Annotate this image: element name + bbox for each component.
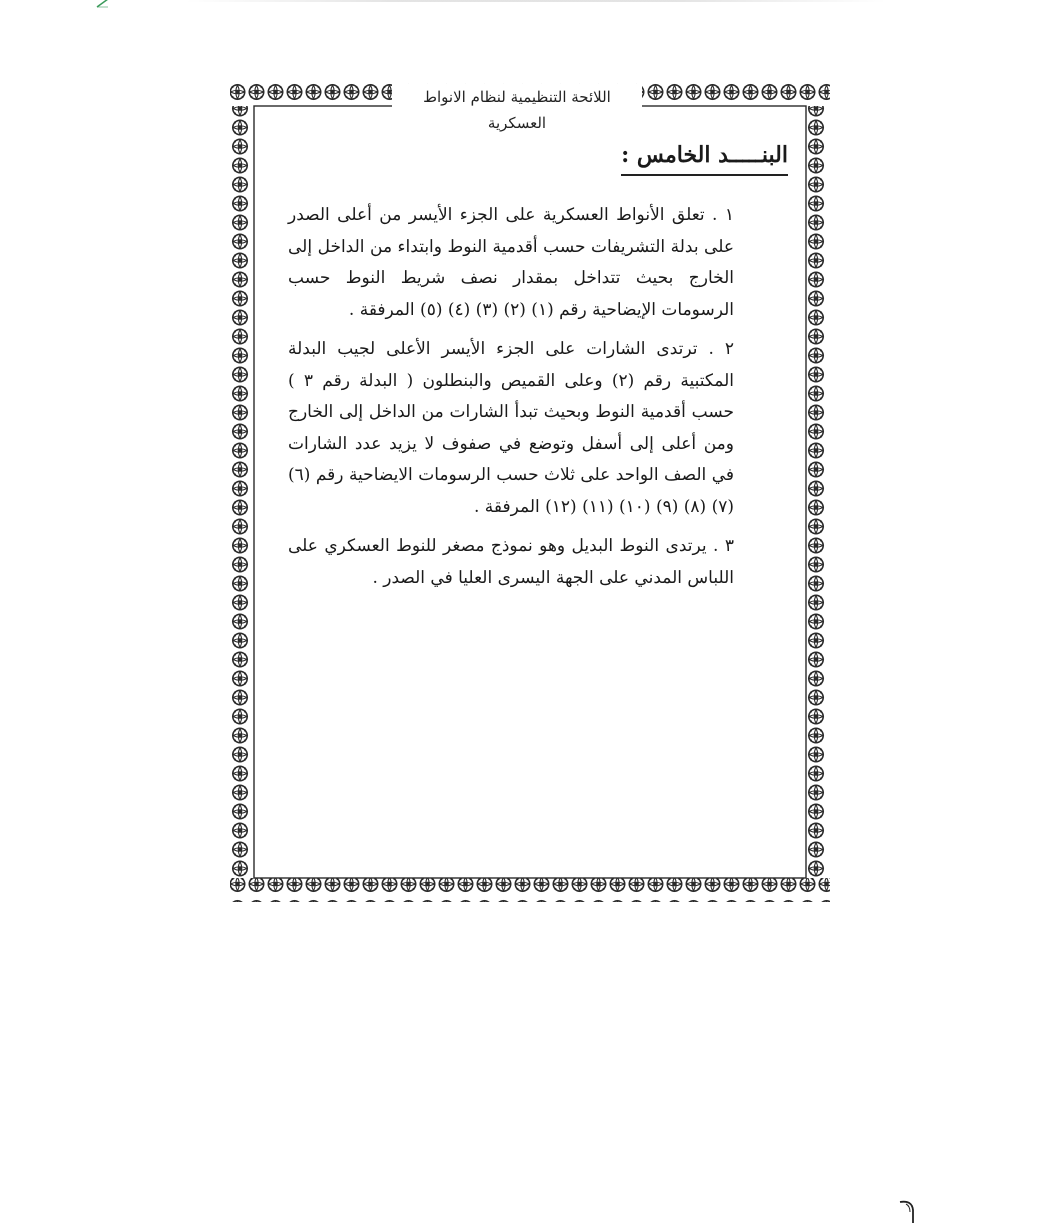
running-header: اللائحة التنظيمية لنظام الانواط العسكرية (392, 84, 642, 110)
section-title: البنـــــد الخامس : (621, 142, 788, 176)
paragraph-3: ٣ . يرتدى النوط البديل وهو نموذج مصغر للنوط العسكري على اللباس المدني على الجهة اليسرى العليا في الصدر . (288, 536, 734, 588)
scan-edge-line (186, 0, 886, 2)
section-body (288, 200, 734, 602)
page-curl-icon (898, 1198, 918, 1224)
corner-mark-icon (96, 0, 110, 8)
paragraph-2: ٢ . ترتدى الشارات على الجزء الأيسر الأعلى لجيب البدلة المكتبية رقم (٢) وعلى القميص والبنطلون ( البدلة رقم ٣ ) حسب أقدمية النوط وبحيث تبدأ الشارات من الداخل إلى الخارج ومن أعلى إلى أسفل وتوضع في صفوف لا يزيد عدد الشارات في الصف الواحد على ثلاث حسب الرسومات الايضاحية رقم (٦) (٧) (٨) (٩) (١٠) (١١) (١٢) المرفقة . (288, 339, 735, 517)
paragraph-1: ١ . تعلق الأنواط العسكرية على الجزء الأيسر من أعلى الصدر على بدلة التشريفات حسب أقدمية النوط وابتداء من الداخل إلى الخارج بحيث تتداخل بمقدار نصف شريط النوط حسب الرسومات الإيضاحية رقم (١) (٢) (٣) (٤) (٥) المرفقة . (288, 205, 734, 320)
